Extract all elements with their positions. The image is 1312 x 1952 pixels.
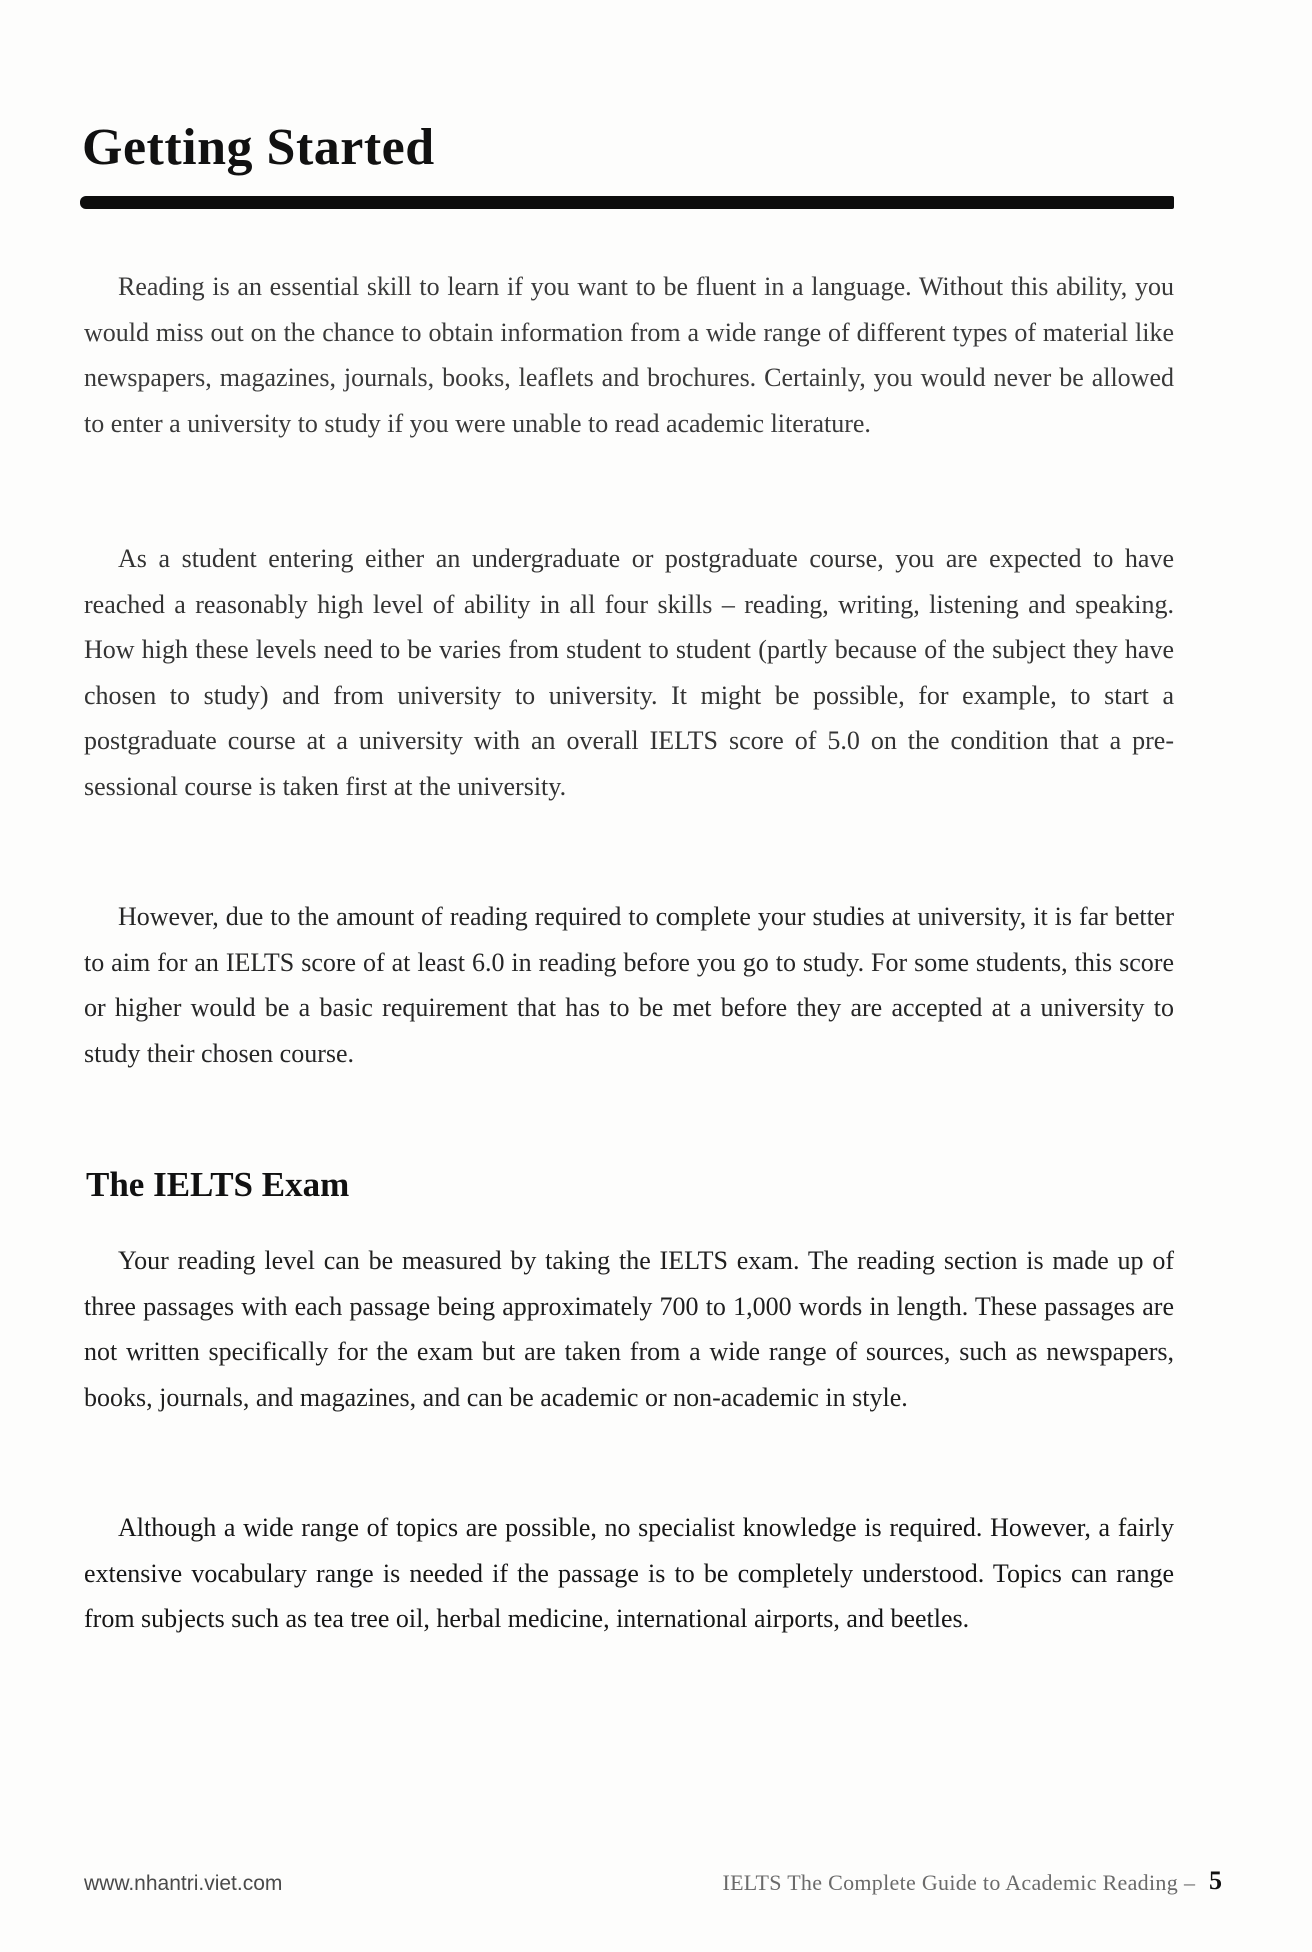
paragraph-4: Your reading level can be measured by taking the IELTS exam. The reading section is made up of three passages with each passage being approximately 700 to 1,000 words in length. These passages are not written specifically for the exam but are taken from a wide range of sources, such as newspapers, books, journals, and magazines, and can be academic or non-academic in style. <box>84 1246 1174 1412</box>
heading-rule <box>80 196 1174 209</box>
footer-book-title: IELTS The Complete Guide to Academic Reading <box>722 1870 1178 1895</box>
section-heading: The IELTS Exam <box>86 1165 350 1204</box>
page-number: 5 <box>1209 1866 1222 1895</box>
paragraph-5: Although a wide range of topics are possible, no specialist knowledge is required. However, a fairly extensive vocabulary range is needed if the passage is to be completely understood. Topics can range from subjects such as tea tree oil, herbal medicine, international airports, and beetles. <box>84 1513 1174 1633</box>
paragraph-3: However, due to the amount of reading required to complete your studies at university, it is far better to aim for an IELTS score of at least 6.0 in reading before you go to study. For some students, this score or higher would be a basic requirement that has to be met before they are accepted at a university to study their chosen course. <box>84 902 1174 1068</box>
chapter-heading: Getting Started <box>82 119 435 176</box>
paragraph-1: Reading is an essential skill to learn if you want to be fluent in a language. Without this ability, you would miss out on the chance to obtain information from a wide range of different types of material like newspapers, magazines, journals, books, leaflets and brochures. Certainly, you would never be allowed to enter a university to study if you were unable to read academic literature. <box>84 272 1174 438</box>
footer-website: www.nhantri.viet.com <box>84 1872 283 1895</box>
paragraph-2: As a student entering either an undergraduate or postgraduate course, you are expected to have reached a reasonably high level of ability in all four skills – reading, writing, listening and speaking. How high these levels need to be varies from student to student (partly because of the subject they have chosen to study) and from university to university. It might be possible, for example, to start a postgraduate course at a university with an overall IELTS score of 5.0 on the condition that a pre-sessional course is taken first at the university. <box>84 544 1174 801</box>
footer-separator: – <box>1184 1870 1195 1895</box>
